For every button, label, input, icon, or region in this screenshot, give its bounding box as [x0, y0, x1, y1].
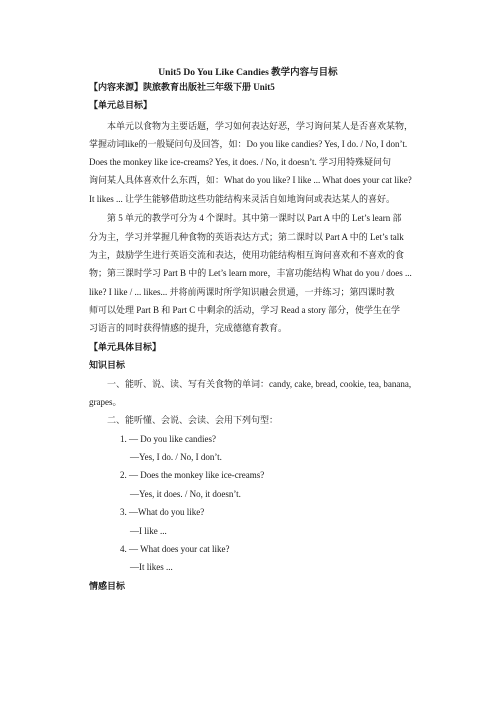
specific-goal-heading: 【单元具体目标】	[89, 342, 162, 352]
para2-line-3: 为主，鼓励学生进行英语交流和表达，使用功能结构相互询问喜欢和不喜欢的食	[89, 250, 405, 260]
knowledge-item-2: 二、能听懂、会说、会读、会用下列句型：	[107, 415, 279, 425]
knowledge-item-1-line-1: 一、能听、说、读、写有关食物的单词：candy, cake, bread, cookie, tea, banana,	[107, 379, 412, 389]
pattern-3-answer: —I like ...	[130, 526, 167, 536]
para2-line-7: 习语言的同时获得情感的提升，完成德德育教育。	[89, 323, 288, 333]
document-title: Unit5 Do You Like Candies 教学内容与目标	[158, 68, 338, 78]
pattern-1-answer: —Yes, I do. / No, I don’t.	[130, 452, 222, 462]
pattern-4-question: 4. — What does your cat like?	[120, 544, 230, 554]
para1-line-4: 询问某人具体喜欢什么东西，如：What do you like? I like ... What does your cat like?	[89, 175, 412, 185]
para2-line-2: 分为主，学习并掌握几种食物的英语表达方式；第二课时以 Part A 中的 Let’s talk	[89, 232, 404, 242]
para1-line-2: 掌握动词like的一般疑问句及回答，如：Do you like candies? Yes, I do. / No, I don’t.	[89, 139, 408, 149]
pattern-1-question: 1. — Do you like candies?	[120, 434, 216, 444]
pattern-4-answer: —It likes ...	[130, 562, 173, 572]
pattern-2-question: 2. — Does the monkey like ice-creams?	[120, 470, 265, 480]
para2-line-6: 师可以处理 Part B 和 Part C 中剩余的活动，学习 Read a story 部分，使学生在学	[89, 305, 400, 315]
para2-line-4: 物；第三课时学习 Part B 中的 Let’s learn more，丰富功能结构 What do you / does ...	[89, 268, 412, 278]
pattern-2-answer: —Yes, it does. / No, it doesn’t.	[130, 489, 241, 499]
pattern-3-question: 3. —What do you like?	[120, 507, 205, 517]
knowledge-goal-heading: 知识目标	[89, 360, 126, 370]
source-line: 【内容来源】陕旅教育出版社三年级下册 Unit5	[89, 82, 275, 92]
para1-line-3: Does the monkey like ice-creams? Yes, it does. / No, it doesn’t. 学习用特殊疑问句	[89, 157, 392, 167]
emotion-goal-heading: 情感目标	[89, 581, 126, 591]
para2-line-1: 第 5 单元的教学可分为 4 个课时。其中第一课时以 Part A 中的 Let’s learn 部	[107, 213, 402, 223]
para2-line-5: like? I like / ... likes... 并将前两课时所学知识融会贯通，一并练习；第四课时教	[89, 287, 395, 297]
para1-line-5: It likes ... 让学生能够借助这些功能结构来灵活自如地询问或表达某人的喜好。	[89, 194, 395, 204]
para1-line-1: 本单元以食物为主要话题，学习如何表达好恶，学习询问某人是否喜欢某物，	[107, 121, 414, 131]
overall-goal-heading: 【单元总目标】	[89, 100, 153, 110]
knowledge-item-1-line-2: grapes。	[89, 397, 122, 407]
